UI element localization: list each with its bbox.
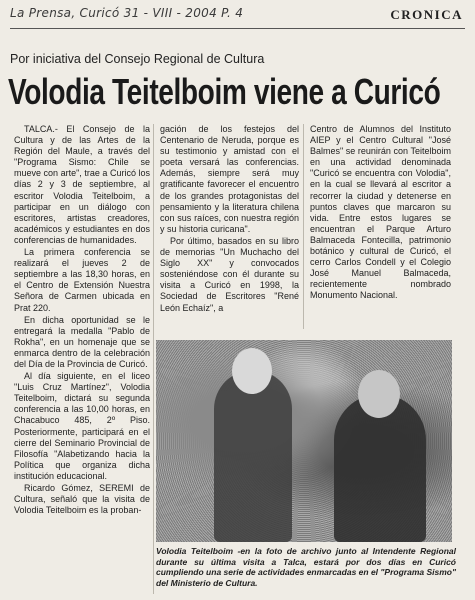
paragraph: Al día siguiente, en el liceo "Luis Cruz Martínez", Volodia Teitelboim, dictará su segunda conferencia a las 10,00 horas, en Chacabuco 485, 2º Piso. Posteriormente, participará en el cierre del Seminario Provincial de Filosofía "Alabetizando hacia la Política que organiza dicha institución educacional.: [14, 371, 150, 481]
paragraph: gación de los festejos del Centenario de Neruda, porque es su testimonio y amistad con el poeta versará las conferencias. Además, siempre será muy gratificante favorecer el encuentro de los grandes protagonistas del pensamiento y la literatura chilena con sus raíces, con nuestra región y su historia curicana".: [160, 124, 299, 234]
article-headline: Volodia Teitelboim viene a Curicó: [8, 71, 441, 112]
masthead-rule: [10, 28, 465, 29]
masthead: [10, 6, 465, 28]
article-column-1: [14, 124, 150, 594]
archive-photo: [156, 340, 452, 542]
handwritten-source-note: La Prensa, Curicó 31 - VIII - 2004 P. 4: [10, 6, 244, 20]
section-name: CRONICA: [390, 7, 463, 22]
paragraph: En dicha oportunidad se le entregará la medalla "Pablo de Rokha", en un homenaje que se enmarca dentro de la celebración del Día de la Provincia de Curicó.: [14, 314, 150, 369]
article-column-2: [160, 124, 299, 329]
photo-person-left: [214, 370, 292, 542]
paragraph: La primera conferencia se realizará el jueves 2 de septiembre a las 18,30 horas, en el Centro de Extensión Nuestra Señora de Carmen ubicada en Prat 220.: [14, 247, 150, 313]
paragraph: Centro de Alumnos del Instituto AIEP y el Centro Cultural "José Balmes" se reunirán con Teitelboim en una actividad denominada "Curicó se encuentra con Volodia", en la cual se llevará al escritor a recorrer la ciudad y detenerse en puntos claves que marcaron su vida. Entre estos lugares se encuentran el Parque Arturo Balmaceda Fontecilla, patrimonio botánico y cultural de Curicó, el cerro Carlos Condell y el Colegio José Manuel Balmaceda, recientemente nombrado Monumento Nacional.: [310, 124, 451, 301]
column-divider: [153, 124, 154, 594]
photo-person-right-head: [358, 370, 400, 418]
article-kicker: Por iniciativa del Consejo Regional de Cultura: [10, 52, 265, 66]
paragraph: Ricardo Gómez, SEREMI de Cultura, señaló que la visita de Volodia Teitelboim es la proban-: [14, 483, 150, 516]
photo-person-left-head: [232, 348, 272, 394]
paragraph: TALCA.- El Consejo de la Cultura y de las Artes de la Región del Maule, a través del "Programa Sismo: Chile se mueve con arte", trae a Curicó los días 2 y 3 de septiembre, al escritor Volodia Teitelboim, a participar en un diálogo con escritores, artistas creadores, académicos y estudiantes en dos conferencias de humanidades.: [14, 124, 150, 245]
paragraph: Por último, basados en su libro de memorias "Un Muchacho del Siglo XX" y convocados sosteniéndose con él durante su visita a Curicó en 1998, la Sociedad de Escritores "René León Echaíz", a: [160, 235, 299, 313]
column-divider: [303, 124, 304, 329]
article-column-3: [310, 124, 451, 319]
photo-caption: Volodia Teitelboim -en la foto de archivo junto al Intendente Regional durante su última visita a Talca, estará por dos días en Curicó cumpliendo una serie de actividades enmarcadas en el "Programa Sismo" del Ministerio de Cultura.: [156, 546, 457, 588]
